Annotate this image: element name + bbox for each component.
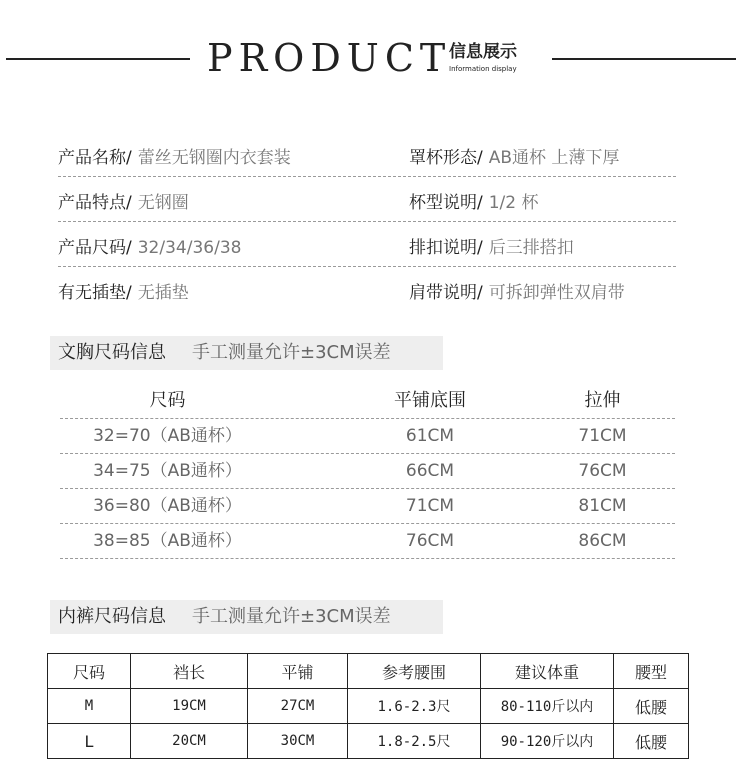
product-title: PRODUCT xyxy=(207,36,452,80)
column-header: 裆长 xyxy=(131,654,248,689)
column-header: 参考腰围 xyxy=(348,654,481,689)
info-cell xyxy=(409,237,574,259)
table-header-row xyxy=(60,384,675,419)
section-note: 手工测量允许±3CM误差 xyxy=(192,342,391,363)
table-row xyxy=(60,489,675,524)
table-cell: L xyxy=(48,724,131,759)
section-note: 手工测量允许±3CM误差 xyxy=(192,606,391,627)
table-cell: 66CM xyxy=(405,461,455,481)
bra-size-table xyxy=(60,384,675,559)
table-header-row xyxy=(48,654,689,689)
info-key: 产品特点/ xyxy=(58,193,132,213)
table-row xyxy=(48,689,689,724)
info-key: 产品名称/ xyxy=(58,148,132,168)
table-cell: 38=85（AB通杯） xyxy=(93,531,242,551)
info-value: 无插垫 xyxy=(137,283,189,303)
table-cell: 1.8-2.5尺 xyxy=(348,724,481,759)
table-cell: 71CM xyxy=(578,426,627,446)
info-cell xyxy=(58,192,189,214)
dashed-divider xyxy=(58,266,676,267)
column-header: 建议体重 xyxy=(481,654,614,689)
table-cell: 34=75（AB通杯） xyxy=(93,461,242,481)
info-value: AB通杯 上薄下厚 xyxy=(488,148,620,168)
table-row xyxy=(60,524,675,559)
info-key: 产品尺码/ xyxy=(58,238,132,258)
table-cell: 1.6-2.3尺 xyxy=(348,689,481,724)
info-key: 杯型说明/ xyxy=(409,193,483,213)
info-row xyxy=(58,230,676,275)
info-cell xyxy=(409,147,619,169)
table-cell: 76CM xyxy=(578,461,627,481)
info-cell xyxy=(58,237,241,259)
table-cell: 19CM xyxy=(131,689,248,724)
info-row xyxy=(58,140,676,185)
info-value: 32/34/36/38 xyxy=(137,238,242,258)
dashed-divider xyxy=(58,176,676,177)
product-header xyxy=(0,30,750,90)
column-header: 平铺 xyxy=(248,654,348,689)
table-cell: 36=80（AB通杯） xyxy=(93,496,242,516)
info-row xyxy=(58,275,676,320)
info-key: 排扣说明/ xyxy=(409,238,483,258)
table-cell: 86CM xyxy=(578,531,627,551)
info-value: 可拆卸弹性双肩带 xyxy=(488,283,625,303)
info-cell xyxy=(58,147,291,169)
info-value: 1/2 杯 xyxy=(488,193,539,213)
header-subtitle-en: Information display xyxy=(449,65,517,73)
info-cell xyxy=(58,282,189,304)
info-key: 肩带说明/ xyxy=(409,283,483,303)
pants-size-section-title xyxy=(50,600,443,634)
table-cell: 低腰 xyxy=(614,724,689,759)
dashed-divider xyxy=(58,221,676,222)
table-cell: 80-110斤以内 xyxy=(481,689,614,724)
table-cell: 71CM xyxy=(405,496,455,516)
table-cell: 61CM xyxy=(405,426,455,446)
table-cell: 76CM xyxy=(405,531,455,551)
info-key: 罩杯形态/ xyxy=(409,148,483,168)
header-divider-right xyxy=(552,58,736,60)
table-cell: 30CM xyxy=(248,724,348,759)
table-cell: 90-120斤以内 xyxy=(481,724,614,759)
column-header: 尺码 xyxy=(48,654,131,689)
column-header: 平铺底围 xyxy=(394,390,466,411)
info-value: 无钢圈 xyxy=(137,193,189,213)
info-key: 有无插垫/ xyxy=(58,283,132,303)
table-row xyxy=(60,419,675,454)
table-row xyxy=(60,454,675,489)
info-cell xyxy=(409,282,625,304)
info-cell xyxy=(409,192,539,214)
table-cell: M xyxy=(48,689,131,724)
table-cell: 低腰 xyxy=(614,689,689,724)
info-row xyxy=(58,185,676,230)
table-row xyxy=(48,724,689,759)
table-cell: 27CM xyxy=(248,689,348,724)
column-header: 尺码 xyxy=(149,390,186,411)
header-divider-left xyxy=(6,58,190,60)
header-subtitle-cn: 信息展示 xyxy=(449,42,517,62)
table-cell: 32=70（AB通杯） xyxy=(93,426,242,446)
product-info-list xyxy=(58,140,676,320)
column-header: 拉伸 xyxy=(584,390,621,411)
info-value: 蕾丝无钢圈内衣套装 xyxy=(137,148,291,168)
section-title: 文胸尺码信息 xyxy=(58,342,166,363)
table-cell: 20CM xyxy=(131,724,248,759)
table-cell: 81CM xyxy=(578,496,627,516)
info-value: 后三排搭扣 xyxy=(488,238,574,258)
bra-size-section-title xyxy=(50,336,443,370)
section-title: 内裤尺码信息 xyxy=(58,606,166,627)
dashed-divider xyxy=(60,558,675,559)
pants-size-table xyxy=(47,653,689,759)
column-header: 腰型 xyxy=(614,654,689,689)
